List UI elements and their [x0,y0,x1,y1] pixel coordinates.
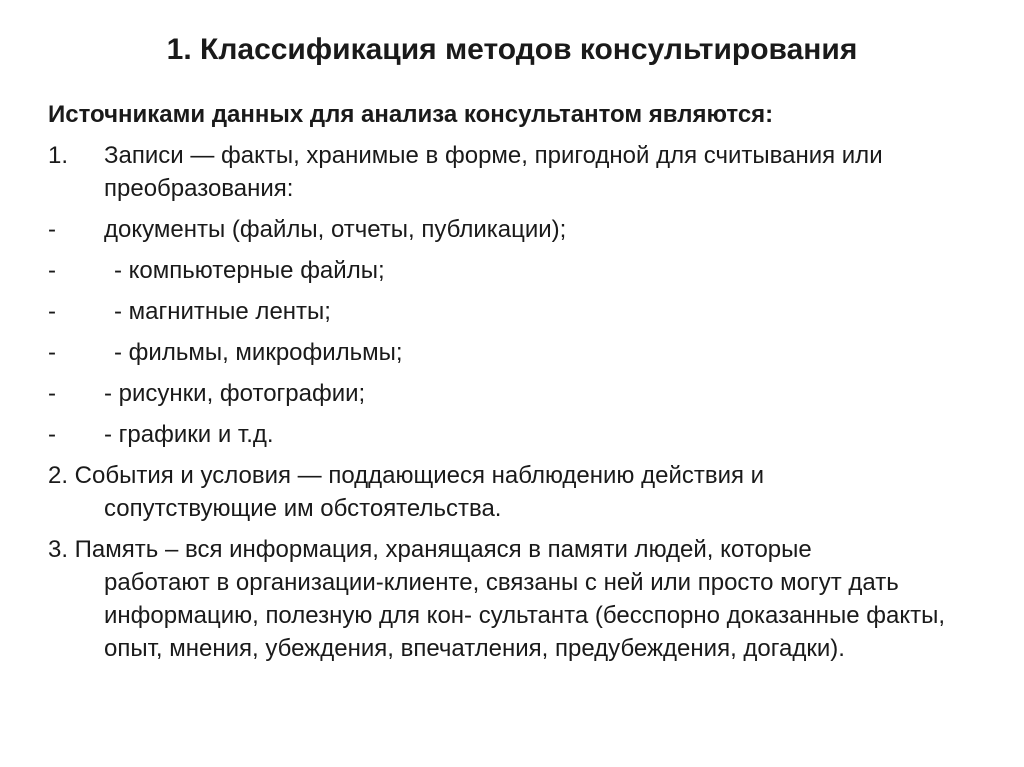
bullet-item [48,254,998,287]
bullet-text: - компьютерные файлы; [114,257,385,284]
bullet-marker: - [48,421,56,448]
list-marker: 1. [48,142,69,169]
bullet-marker: - [48,298,56,325]
intro-heading: Источниками данных для анализа консультантом являются: [48,101,774,128]
page-title: 1. Классификация методов консультирования [166,33,858,66]
list-item-events [48,459,998,525]
bullet-marker: - [48,257,56,284]
paragraph-first-line: 2. События и условия — поддающиеся наблюдению действия и [48,462,765,489]
paragraph-first-line: 3. Память – вся информация, хранящаяся в памяти людей, которые [48,536,812,563]
bullet-marker: - [48,339,56,366]
paragraph-continuation: работают в организации-клиенте, связаны с ней или просто могут дать информацию, полезную для кон- сультанта (бесспорно доказанные факты, опыт, мнения, убеждения, впечатления, предубеждения, догадки). [104,569,946,662]
bullet-text: документы (файлы, отчеты, публикации); [104,216,567,243]
slide-body [48,98,998,673]
bullet-marker: - [48,216,56,243]
bullet-text: - рисунки, фотографии; [104,380,366,407]
bullet-item [48,418,998,451]
bullet-item [48,295,998,328]
bullet-text: - графики и т.д. [104,421,274,448]
bullet-item [48,213,998,246]
list-item-text: Записи — факты, хранимые в форме, пригодной для считывания или преобразования: [104,142,883,202]
bullet-text: - магнитные ленты; [114,298,331,325]
bullet-marker: - [48,380,56,407]
bullet-text: - фильмы, микрофильмы; [114,339,403,366]
bullet-item [48,377,998,410]
paragraph-continuation: сопутствующие им обстоятельства. [104,495,502,522]
list-item-records [48,139,998,205]
list-item-memory [48,533,998,665]
bullet-item [48,336,998,369]
